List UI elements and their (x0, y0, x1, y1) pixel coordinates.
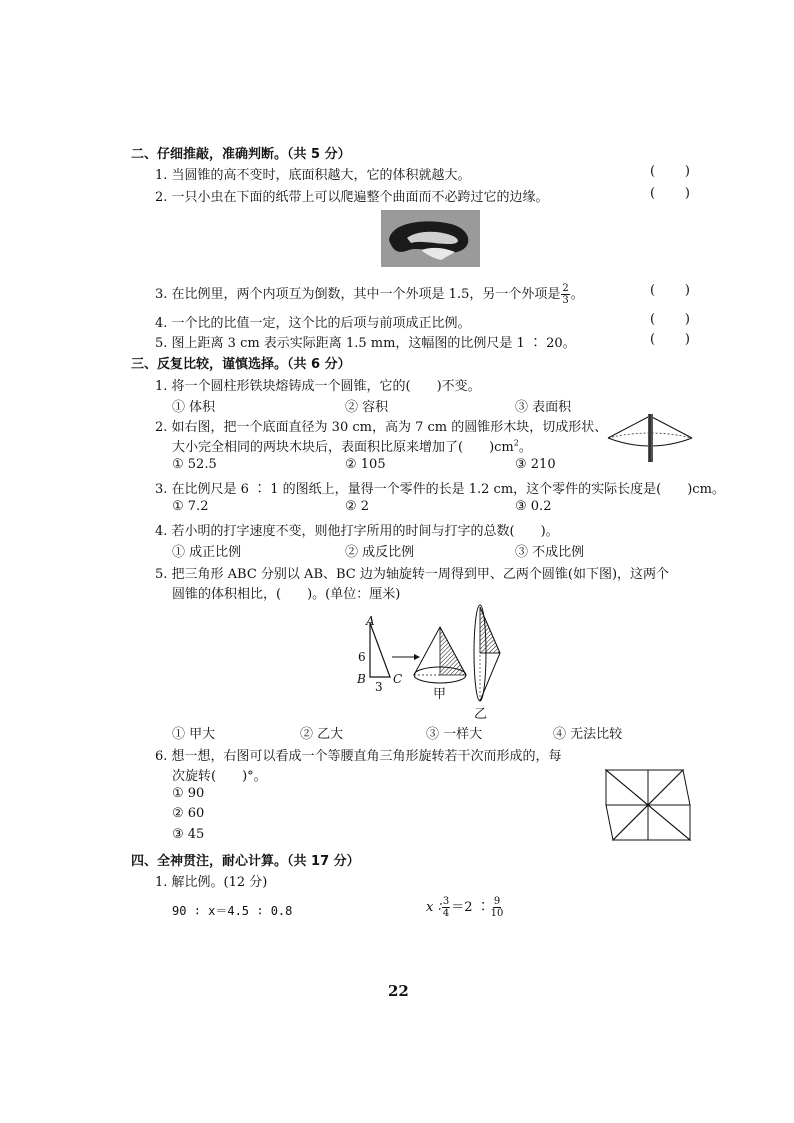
sec3-question-1: 1. 将一个圆柱形铁块熔铸成一个圆锥，它的( )不变。 (155, 379, 481, 394)
option[interactable]: ① 体积 (172, 400, 216, 415)
sec3-question-6-line2: 次旋转( )°。 (172, 769, 267, 784)
fraction: $\frac{2}{3}$ (562, 283, 569, 306)
cone-cut-figure (608, 414, 698, 464)
section-2-title: 二、仔细推敲，准确判断。（共 5 分） (131, 147, 351, 162)
page-number: 22 (388, 982, 409, 1000)
option[interactable]: ③ 210 (515, 457, 556, 472)
sec3-question-4: 4. 若小明的打字速度不变，则他打字所用的时间与打字的总数( )。 (155, 524, 559, 539)
sec3-question-2-line1: 2. 如右图，把一个底面直径为 30 cm，高为 7 cm 的圆锥形木块，切成形状、 (155, 420, 608, 435)
sec2-question-4: 4. 一个比的比值一定，这个比的后项与前项成正比例。 (155, 316, 471, 331)
label-c: C (393, 672, 403, 686)
sec3-question-6-line1: 6. 想一想，右图可以看成一个等腰直角三角形旋转若干次而形成的，每 (155, 749, 562, 764)
label-b: B (357, 672, 366, 686)
option[interactable]: ① 7.2 (172, 499, 209, 514)
option[interactable]: ② 容积 (345, 400, 389, 415)
option[interactable]: ① 52.5 (172, 457, 217, 472)
sec3-question-2-line2: 大小完全相同的两块木块后，表面积比原来增加了( )$cm^2$。 (172, 438, 532, 455)
option[interactable]: ① 甲大 (172, 727, 216, 742)
option[interactable]: ③ 表面积 (515, 400, 572, 415)
sec2-question-1: 1. 当圆锥的高不变时，底面积越大，它的体积就越大。 (155, 168, 471, 183)
answer-paren[interactable]: ( ) (650, 186, 690, 201)
equation-1: 90 ∶ x＝4.5 ∶ 0.8 (172, 904, 293, 918)
fraction: $\frac{3}{4}$ (442, 896, 450, 919)
option[interactable]: ③ 不成比例 (515, 545, 585, 560)
label-yi: 乙 (474, 707, 488, 722)
pinwheel-figure (600, 770, 696, 840)
option[interactable]: ② 105 (345, 457, 386, 472)
equation-2: x ∶ $\frac{3}{4}$ ＝2 ∶ $\frac{9}{10}$ (426, 896, 504, 919)
option[interactable]: ② 60 (172, 806, 205, 821)
option[interactable]: ③ 一样大 (426, 727, 483, 742)
sec3-question-5-line2: 圆锥的体积相比，( )。(单位：厘米) (172, 587, 401, 602)
option[interactable]: ① 成正比例 (172, 545, 242, 560)
label-6: 6 (358, 650, 366, 664)
sec4-question-1: 1. 解比例。(12 分) (155, 875, 268, 890)
label-3: 3 (375, 680, 383, 694)
label-a: A (366, 614, 375, 628)
option[interactable]: ③ 0.2 (515, 499, 552, 514)
option[interactable]: ② 2 (345, 499, 370, 514)
sec3-question-5-line1: 5. 把三角形 ABC 分别以 AB、BC 边为轴旋转一周得到甲、乙两个圆锥(如下图)，这两个 (155, 567, 670, 582)
section-4-title: 四、全神贯注，耐心计算。（共 17 分） (131, 854, 360, 869)
answer-paren[interactable]: ( ) (650, 312, 690, 327)
answer-paren[interactable]: ( ) (650, 164, 690, 179)
option[interactable]: ① 90 (172, 786, 205, 801)
option[interactable]: ② 成反比例 (345, 545, 415, 560)
mobius-strip-photo (381, 210, 480, 267)
sec3-question-3: 3. 在比例尺是 6 ∶ 1 的图纸上，量得一个零件的长是 1.2 cm，这个零件的实际长度是( )cm。 (155, 482, 725, 497)
sec2-question-5: 5. 图上距离 3 cm 表示实际距离 1.5 mm，这幅图的比例尺是 1 ∶ 20。 (155, 336, 576, 351)
option[interactable]: ③ 45 (172, 827, 205, 842)
label-jia: 甲 (433, 687, 447, 702)
answer-paren[interactable]: ( ) (650, 283, 690, 298)
option[interactable]: ② 乙大 (300, 727, 344, 742)
fraction: $\frac{9}{10}$ (490, 896, 504, 919)
answer-paren[interactable]: ( ) (650, 332, 690, 347)
option[interactable]: ④ 无法比较 (553, 727, 623, 742)
sec2-question-2: 2. 一只小虫在下面的纸带上可以爬遍整个曲面而不必跨过它的边缘。 (155, 190, 549, 205)
section-3-title: 三、反复比较，谨慎选择。（共 6 分） (131, 357, 351, 372)
sec2-question-3: 3. 在比例里，两个内项互为倒数，其中一个外项是 1.5，另一个外项是 $\frac{2}{3}$ 。 (155, 283, 584, 306)
